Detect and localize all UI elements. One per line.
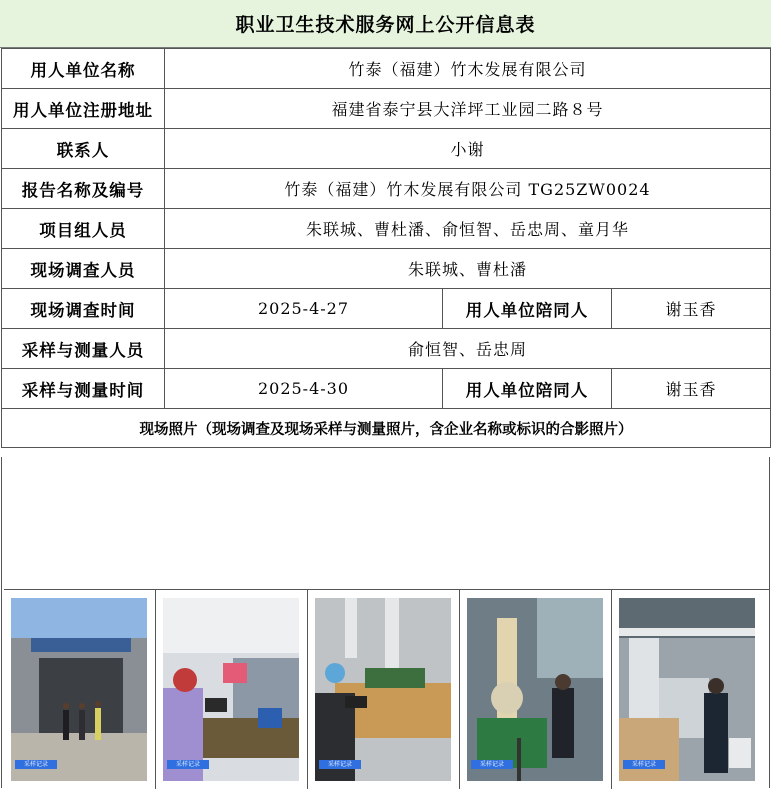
site-photo[interactable]	[315, 598, 451, 781]
survey-staff-label: 现场调查人员	[2, 249, 165, 289]
project-team-value: 朱联城、曹杜潘、俞恒智、岳忠周、童月华	[165, 209, 771, 249]
photo-cell	[308, 590, 460, 789]
row-survey-time	[2, 289, 771, 329]
photo-cell	[460, 590, 612, 789]
row-employer-name	[2, 49, 771, 89]
factory-front-photo	[11, 598, 147, 781]
employer-name-value: 竹泰（福建）竹木发展有限公司	[165, 49, 771, 89]
sampling-equipment-photo	[467, 598, 603, 781]
worker-at-machine-photo	[163, 598, 299, 781]
photo-tag: 采样记录	[471, 760, 513, 769]
survey-time-value: 2025-4-27	[165, 289, 443, 329]
contact-value: 小谢	[165, 129, 771, 169]
project-team-label: 项目组人员	[2, 209, 165, 249]
sampling-time-label: 采样与测量时间	[2, 369, 165, 409]
site-photo[interactable]	[619, 598, 755, 781]
photos-heading: 现场照片（现场调查及现场采样与测量照片，含企业名称或标识的合影照片）	[2, 409, 771, 448]
photo-tag: 采样记录	[15, 760, 57, 769]
survey-staff-value: 朱联城、曹杜潘	[165, 249, 771, 289]
page-title: 职业卫生技术服务网上公开信息表	[0, 0, 771, 48]
survey-escort-label: 用人单位陪同人	[443, 289, 612, 329]
row-sampling-staff	[2, 329, 771, 369]
row-survey-staff	[2, 249, 771, 289]
photo-tag: 采样记录	[623, 760, 665, 769]
row-employer-address	[2, 89, 771, 129]
photo-area	[1, 457, 770, 788]
site-photo[interactable]	[163, 598, 299, 781]
row-contact	[2, 129, 771, 169]
production-line-photo	[315, 598, 451, 781]
employer-address-value: 福建省泰宁县大洋坪工业园二路８号	[165, 89, 771, 129]
contact-label: 联系人	[2, 129, 165, 169]
survey-escort-value: 谢玉香	[612, 289, 771, 329]
workshop-measurement-photo	[619, 598, 755, 781]
row-sampling-time	[2, 369, 771, 409]
sampling-time-value: 2025-4-30	[165, 369, 443, 409]
photo-cell	[4, 590, 156, 789]
photo-cell	[612, 590, 769, 789]
photo-tag: 采样记录	[319, 760, 361, 769]
report-value: 竹泰（福建）竹木发展有限公司 TG25ZW0024	[165, 169, 771, 209]
sampling-staff-label: 采样与测量人员	[2, 329, 165, 369]
site-photo[interactable]	[467, 598, 603, 781]
info-table	[1, 48, 771, 448]
row-report	[2, 169, 771, 209]
photo-strip	[4, 589, 769, 789]
employer-address-label: 用人单位注册地址	[2, 89, 165, 129]
employer-name-label: 用人单位名称	[2, 49, 165, 89]
row-project-team	[2, 209, 771, 249]
sampling-escort-value: 谢玉香	[612, 369, 771, 409]
photo-tag: 采样记录	[167, 760, 209, 769]
photo-cell	[156, 590, 308, 789]
report-label: 报告名称及编号	[2, 169, 165, 209]
site-photo[interactable]	[11, 598, 147, 781]
sampling-staff-value: 俞恒智、岳忠周	[165, 329, 771, 369]
survey-time-label: 现场调查时间	[2, 289, 165, 329]
sampling-escort-label: 用人单位陪同人	[443, 369, 612, 409]
row-photos-heading	[2, 409, 771, 448]
